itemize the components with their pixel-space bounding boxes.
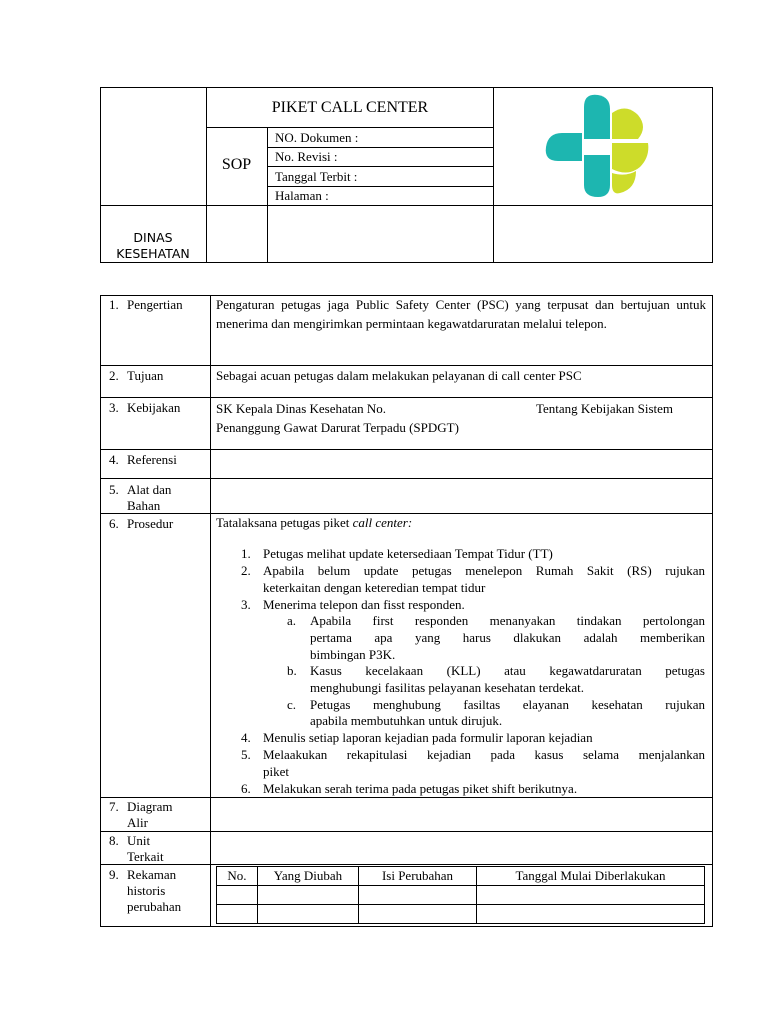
row-divider xyxy=(100,864,713,865)
field-tanggal-terbit: Tanggal Terbit : xyxy=(275,169,358,184)
step-number: 1. xyxy=(241,546,251,561)
substep-letter: c. xyxy=(287,697,297,712)
row-label-alat-2: Bahan xyxy=(127,498,161,513)
column-header: Yang Diubah xyxy=(258,867,359,886)
substep-letter: a. xyxy=(287,613,297,628)
kemenkes-logo xyxy=(544,93,650,199)
column-divider xyxy=(210,295,211,927)
header-divider xyxy=(267,147,494,148)
pengertian-text: Pengaturan petugas jaga Public Safety Center (PSC) yang terpusat dan bertujuan untuk menerima dan mengirimkan permintaan kegawatdaruratan melalui telepon. xyxy=(216,297,706,331)
header-divider xyxy=(267,186,494,187)
substep-text: bimbingan P3K. xyxy=(310,647,396,662)
org-name-line1: DINAS xyxy=(133,230,173,245)
row-label-rekaman: 9. Rekaman xyxy=(109,867,177,882)
step-number: 2. xyxy=(241,563,251,578)
row-divider xyxy=(100,478,713,479)
table-row xyxy=(217,905,705,924)
step-number: 5. xyxy=(241,747,251,762)
column-header: Isi Perubahan xyxy=(359,867,477,886)
step-text: piket xyxy=(263,764,289,779)
revision-history-table xyxy=(216,866,705,924)
table-row xyxy=(217,886,705,905)
row-label-referensi: 4. Referensi xyxy=(109,452,177,467)
row-divider xyxy=(100,449,713,450)
row-divider xyxy=(100,513,713,514)
step-text: Apabila belum update petugas menelepon Rumah Sakit (RS) rujukan xyxy=(263,563,705,578)
step-number: 6. xyxy=(241,781,251,796)
step-text: Melakukan serah terima pada petugas piket shift berikutnya. xyxy=(263,781,578,796)
step-text: Menerima telepon dan fisst responden. xyxy=(263,597,465,612)
row-label-prosedur: 6. Prosedur xyxy=(109,516,174,531)
step-text: Melaakukan rekapitulasi kejadian pada kasus selama menjalankan xyxy=(263,747,705,762)
substep-text: Petugas menghubung fasiltas elayanan kesehatan rujukan xyxy=(310,697,705,712)
row-divider xyxy=(100,397,713,398)
table-header-row xyxy=(217,867,705,886)
substep-text: pertama apa yang harus dlakukan adalah memberikan xyxy=(310,630,705,645)
org-name-line2: KESEHATAN xyxy=(116,246,190,261)
row-label-alat: 5. Alat dan xyxy=(109,482,172,497)
field-no-revisi: No. Revisi : xyxy=(275,149,338,164)
row-label-diagram-2: Alir xyxy=(127,815,148,830)
kebijakan-text-b: Tentang Kebijakan Sistem xyxy=(536,401,674,416)
header-divider xyxy=(267,166,494,167)
step-text: keterkaitan dengan keteredian tempat tidur xyxy=(263,580,486,595)
sop-label: SOP xyxy=(221,156,252,173)
row-label-pengertian: 1. Pengertian xyxy=(109,297,183,312)
field-halaman: Halaman : xyxy=(275,188,329,203)
header-divider xyxy=(100,205,713,206)
row-divider xyxy=(100,797,713,798)
substep-text: apabila membutuhkan untuk dirujuk. xyxy=(310,713,503,728)
row-label-unit: 8. Unit xyxy=(109,833,151,848)
row-label-rekaman-3: perubahan xyxy=(127,899,182,914)
substep-text: menghubungi fasilitas pelayanan kesehatan terdekat. xyxy=(310,680,584,695)
step-text: Menulis setiap laporan kejadian pada formulir laporan kejadian xyxy=(263,730,593,745)
substep-text: Kasus kecelakaan (KLL) atau kegawatdaruratan petugas xyxy=(310,663,705,678)
row-label-diagram: 7. Diagram xyxy=(109,799,173,814)
step-number: 3. xyxy=(241,597,251,612)
substep-letter: b. xyxy=(287,663,297,678)
prosedur-intro: Tatalaksana petugas piket call center: xyxy=(216,515,413,530)
row-divider xyxy=(100,831,713,832)
row-label-unit-2: Terkait xyxy=(127,849,164,864)
row-label-rekaman-2: historis xyxy=(127,883,166,898)
kebijakan-text-2: Penanggung Gawat Darurat Terpadu (SPDGT) xyxy=(216,420,459,435)
substep-text: Apabila first responden menanyakan tindakan pertolongan xyxy=(310,613,705,628)
row-label-tujuan: 2. Tujuan xyxy=(109,368,164,383)
column-header: Tanggal Mulai Diberlakukan xyxy=(477,867,705,886)
step-text: Petugas melihat update ketersediaan Tempat Tidur (TT) xyxy=(263,546,553,561)
kebijakan-text-a: SK Kepala Dinas Kesehatan No. xyxy=(216,401,387,416)
row-label-kebijakan: 3. Kebijakan xyxy=(109,400,181,415)
step-number: 4. xyxy=(241,730,251,745)
document-title: PIKET CALL CENTER xyxy=(271,99,429,116)
field-no-dokumen: NO. Dokumen : xyxy=(275,130,359,145)
tujuan-text: Sebagai acuan petugas dalam melakukan pelayanan di call center PSC xyxy=(216,368,582,383)
column-header: No. xyxy=(217,867,258,886)
header-divider xyxy=(206,127,494,128)
